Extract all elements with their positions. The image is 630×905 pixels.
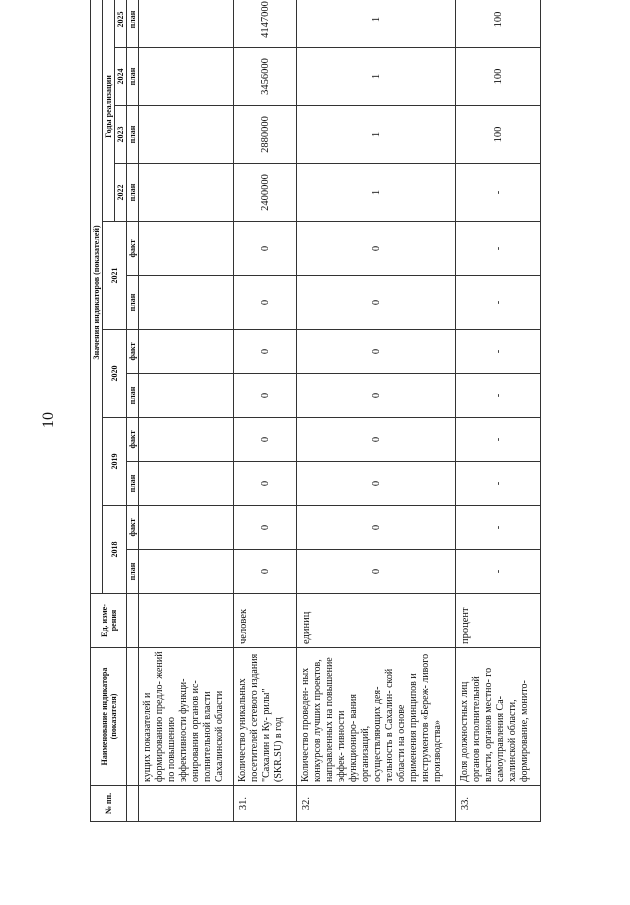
value-2019-fact: [139, 418, 234, 462]
header-plan: план: [127, 48, 139, 106]
indicator-name: Доля должностных лиц органов исполнительной власти, органов местно- го самоуправления Са- халинской области, формирование, монито-: [456, 648, 541, 786]
header-fact: факт: [127, 506, 139, 550]
value-2021-fact: [139, 222, 234, 276]
header-2018: 2018: [103, 506, 127, 594]
header-2019: 2019: [103, 418, 127, 506]
header-plan: план: [127, 374, 139, 418]
value-2021-fact: 0: [297, 222, 456, 276]
value-2018-fact: -: [456, 506, 541, 550]
indicator-unit: [139, 594, 234, 648]
value-2021-fact: 0: [234, 222, 297, 276]
header-empty-name: [127, 648, 139, 786]
value-2022-plan: 1: [297, 164, 456, 222]
indicator-unit: единиц: [297, 594, 456, 648]
header-values: Значения индикаторов (показателей): [91, 0, 103, 594]
header-2024: 2024: [115, 48, 127, 106]
row-number: 33.: [456, 786, 541, 822]
value-2020-plan: -: [456, 374, 541, 418]
header-plan: план: [127, 164, 139, 222]
value-2024-plan: 3456000: [234, 48, 297, 106]
value-2022-plan: 2400000: [234, 164, 297, 222]
value-2019-plan: 0: [234, 462, 297, 506]
indicator-table: [90, 0, 541, 822]
value-2021-plan: -: [456, 276, 541, 330]
value-2018-fact: [139, 506, 234, 550]
header-fact: факт: [127, 418, 139, 462]
header-name: Наименование индикатора (показателя): [91, 648, 127, 786]
value-2023-plan: 100: [456, 106, 541, 164]
header-2023: 2023: [115, 106, 127, 164]
value-2023-plan: [139, 106, 234, 164]
value-2018-plan: 0: [297, 550, 456, 594]
header-fact: факт: [127, 330, 139, 374]
value-2021-plan: 0: [234, 276, 297, 330]
header-plan: план: [127, 0, 139, 48]
value-2018-plan: [139, 550, 234, 594]
header-plan: план: [127, 276, 139, 330]
value-2020-fact: [139, 330, 234, 374]
header-empty-num: [127, 786, 139, 822]
value-2019-plan: 0: [297, 462, 456, 506]
row-number: 32.: [297, 786, 456, 822]
indicator-unit: процент: [456, 594, 541, 648]
indicator-unit: человек: [234, 594, 297, 648]
value-2019-fact: -: [456, 418, 541, 462]
value-2020-fact: -: [456, 330, 541, 374]
indicator-name: Количество проведен- ных конкурсов лучших проектов, направленных на повышение эффек- тивности функциониро- вания организаций, осуществляющих дея- тельность в Сахалин- ской области на основе применения принципов и инструментов «Береж- ливого производства»: [297, 648, 456, 786]
value-2020-fact: 0: [297, 330, 456, 374]
header-num: № пп.: [91, 786, 127, 822]
row-number: 31.: [234, 786, 297, 822]
value-2022-plan: [139, 164, 234, 222]
value-2025-plan: [139, 0, 234, 48]
row-number: [139, 786, 234, 822]
value-2019-fact: 0: [297, 418, 456, 462]
header-2021: 2021: [103, 222, 127, 330]
header-years-realization: Годы реализации: [103, 0, 115, 222]
value-2020-plan: [139, 374, 234, 418]
value-2020-plan: 0: [234, 374, 297, 418]
indicator-name: Количество уникальных посетителей сетевого издания "Сахалин и Ку- рилы" (SKR.SU) в год: [234, 648, 297, 786]
header-2025: 2025: [115, 0, 127, 48]
value-2018-plan: -: [456, 550, 541, 594]
value-2021-plan: [139, 276, 234, 330]
table-row: [139, 0, 234, 822]
value-2024-plan: 1: [297, 48, 456, 106]
value-2022-plan: -: [456, 164, 541, 222]
header-2020: 2020: [103, 330, 127, 418]
header-empty-unit: [127, 594, 139, 648]
value-2023-plan: 1: [297, 106, 456, 164]
value-2018-fact: 0: [234, 506, 297, 550]
value-2019-plan: [139, 462, 234, 506]
value-2019-plan: -: [456, 462, 541, 506]
indicator-table-rotated: [90, 1, 575, 822]
value-2023-plan: 2880000: [234, 106, 297, 164]
value-2024-plan: [139, 48, 234, 106]
header-unit: Ед. изме- рения: [91, 594, 127, 648]
value-2025-plan: 100: [456, 0, 541, 48]
table-row: [297, 0, 456, 822]
value-2018-plan: 0: [234, 550, 297, 594]
page-number: 10: [40, 412, 57, 428]
header-plan: план: [127, 106, 139, 164]
value-2020-fact: 0: [234, 330, 297, 374]
value-2018-fact: 0: [297, 506, 456, 550]
header-fact: факт: [127, 222, 139, 276]
value-2025-plan: 1: [297, 0, 456, 48]
indicator-name: кущих показателей и формированию предло- жений по повышению эффективности функци- онирования органов ис- полнительной власти Сахалинской области: [139, 648, 234, 786]
value-2021-plan: 0: [297, 276, 456, 330]
header-2022: 2022: [115, 164, 127, 222]
value-2020-plan: 0: [297, 374, 456, 418]
header-plan: план: [127, 550, 139, 594]
value-2019-fact: 0: [234, 418, 297, 462]
value-2024-plan: 100: [456, 48, 541, 106]
value-2025-plan: 4147000: [234, 0, 297, 48]
value-2021-fact: -: [456, 222, 541, 276]
table-row: [234, 0, 297, 822]
header-plan: план: [127, 462, 139, 506]
table-row: [456, 0, 541, 822]
